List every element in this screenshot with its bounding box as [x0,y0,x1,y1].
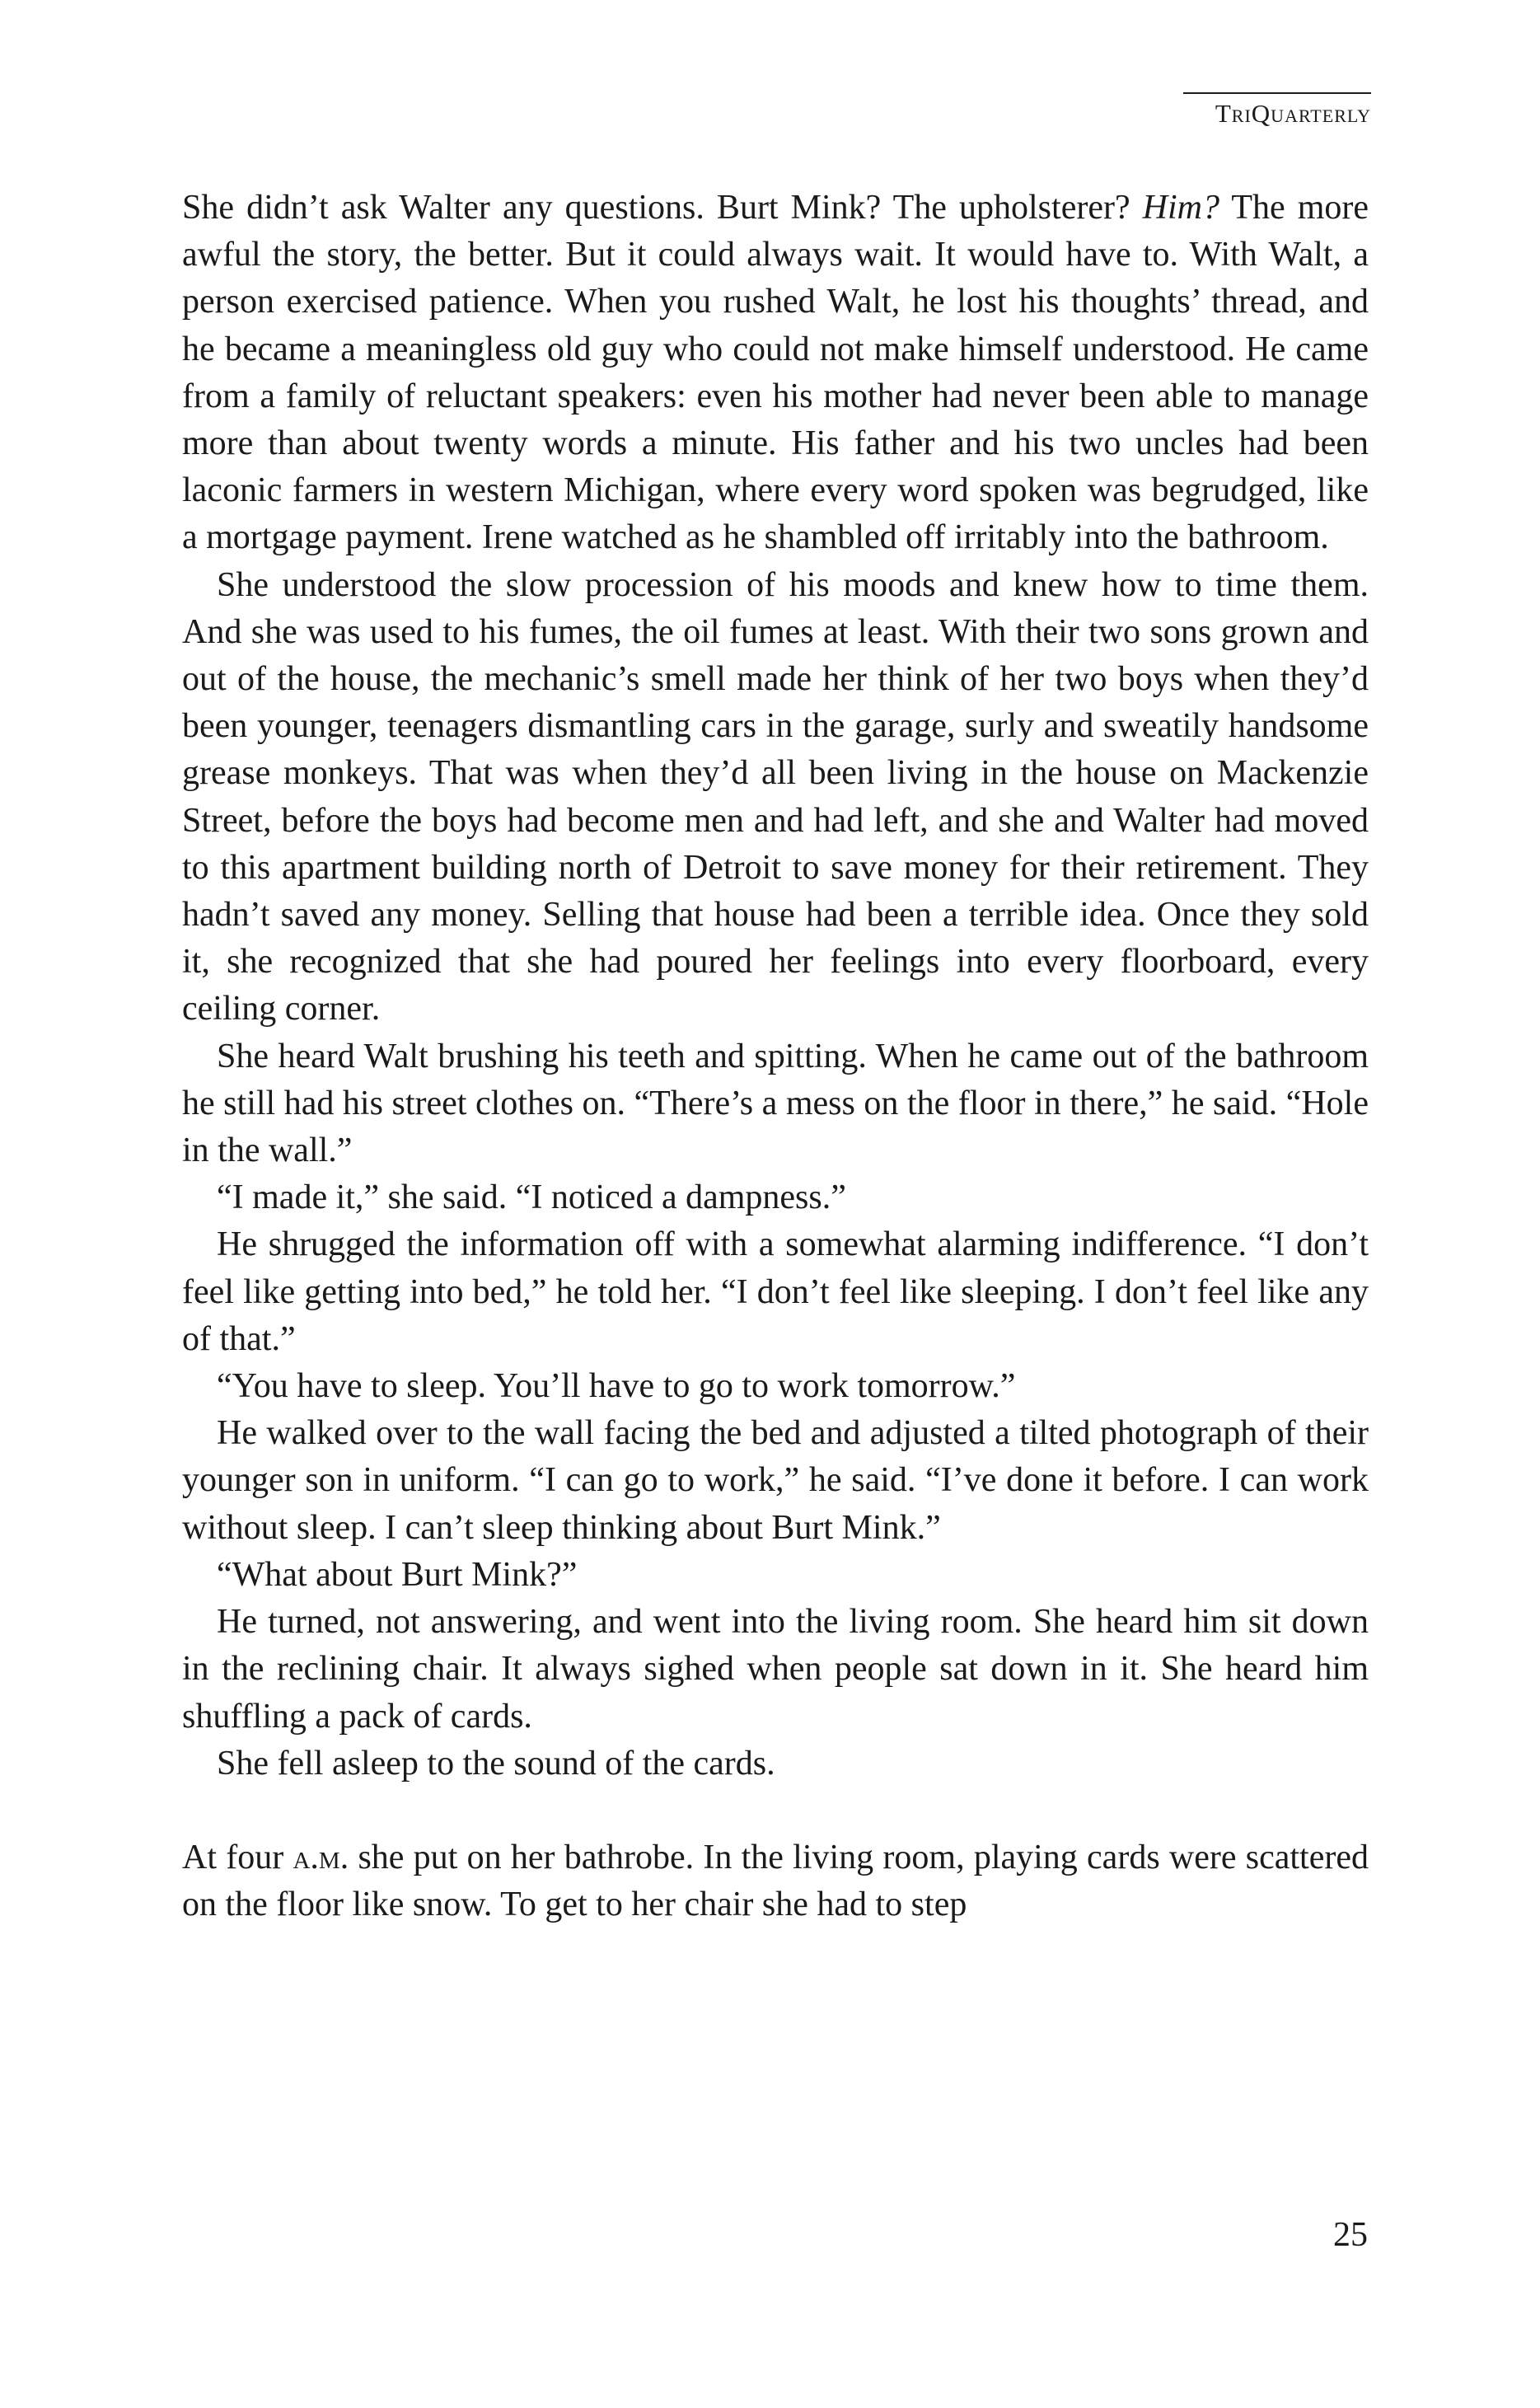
paragraph-11: At four a.m. she put on her bathrobe. In the living room, playing cards were scattered on the floor like snow. To get to her chair she had to step [182,1838,1369,1924]
running-head-rule [1183,92,1371,94]
paragraph-4: “I made it,” she said. “I noticed a dampness.” [217,1178,846,1217]
time-abbreviation: a.m. [293,1838,349,1876]
running-head-title: TriQuarterly [1215,99,1371,128]
paragraph-1: She didn’t ask Walter any questions. Burt Mink? The upholsterer? Him? The more awful the story, the better. But it could always wait. It would have to. With Walt, a person exercised patience. When you rushed Walt, he lost his thoughts’ thread, and he became a meaningless old guy who could not make himself understood. He came from a family of reluctant speakers: even his mother had never been able to manage more than about twenty words a minute. His father and his two uncles had been laconic farmers in western Michigan, where every word spoken was begrudged, like a mortgage payment. Irene watched as he shambled off irritably into the bathroom. [182,189,1369,557]
paragraph-6: “You have to sleep. You’ll have to go to work tomorrow.” [217,1367,1016,1406]
paragraph-5: He shrugged the information off with a somewhat alarming indifference. “I don’t feel like getting into bed,” he told her. “I don’t feel like sleeping. I don’t feel like any of that.” [182,1225,1369,1358]
emphasis-him: Him? [1142,189,1220,227]
paragraph-9: He turned, not answering, and went into the living room. She heard him sit down in the reclining chair. It always sighed when people sat down in it. She heard him shuffling a pack of cards. [182,1603,1369,1736]
paragraph-8: “What about Burt Mink?” [217,1555,578,1594]
paragraph-10: She fell asleep to the sound of the cards. [217,1744,775,1783]
running-head [1183,92,1371,129]
paragraph-2: She understood the slow procession of his moods and knew how to time them. And she was used to his fumes, the oil fumes at least. With their two sons grown and out of the house, the mechanic’s smell made her think of her two boys when they’d been younger, teenagers dismantling cars in the garage, surly and sweatily handsome grease monkeys. That was when they’d all been living in the house on Mackenzie Street, before the boys had become men and had left, and she and Walter had moved to this apartment building north of Detroit to save money for their retirement. They hadn’t saved any money. Selling that house had been a terrible idea. Once they sold it, she recognized that she had poured her feelings into every floorboard, every ceiling corner. [182,565,1369,1028]
paragraph-7: He walked over to the wall facing the bed and adjusted a tilted photograph of their younger son in uniform. “I can go to work,” he said. “I’ve done it before. I can work without sleep. I can’t sleep thinking about Burt Mink.” [182,1414,1369,1547]
body-text [182,185,1369,1928]
page-number: 25 [1333,2216,1368,2254]
paragraph-3: She heard Walt brushing his teeth and spitting. When he came out of the bathroom he still had his street clothes on. “There’s a mess on the floor in there,” he said. “Hole in the wall.” [182,1037,1369,1170]
